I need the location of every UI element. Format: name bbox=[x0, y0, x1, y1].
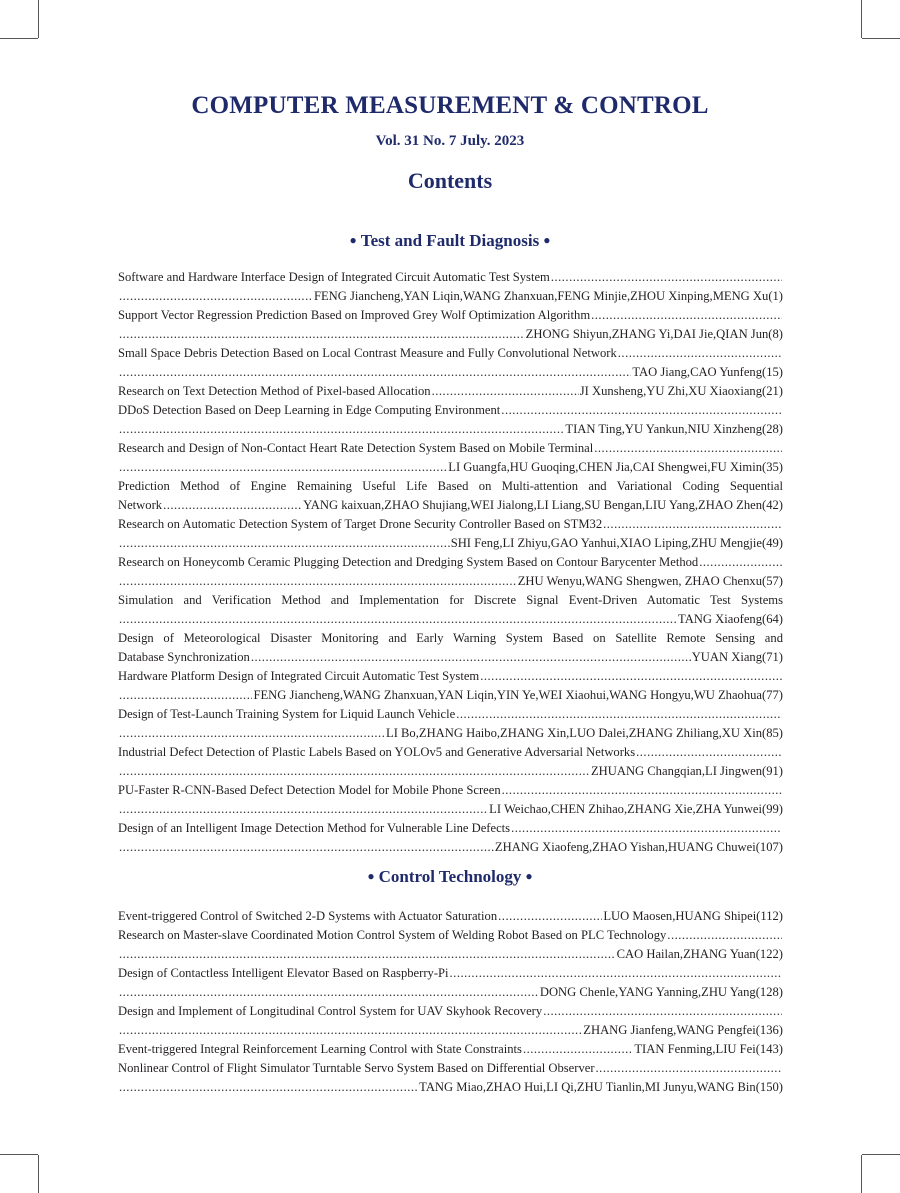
toc-entry-authors: ..... ZHUANG Changqian,LI Jingwen(91) bbox=[118, 762, 783, 781]
bullet-icon: ● bbox=[543, 233, 551, 247]
toc-entry-title: Industrial Defect Detection of Plastic Labels Based on YOLOv5 and Generative Adversarial Networks ..... bbox=[118, 743, 783, 762]
toc-entry-authors: ..... ZHONG Shiyun,ZHANG Yi,DAI Jie,QIAN Jun(8) bbox=[118, 325, 783, 344]
toc-entry-title: Research and Design of Non-Contact Heart Rate Detection System Based on Mobile Terminal ..... bbox=[118, 439, 783, 458]
toc-entry-authors: ..... LI Bo,ZHANG Haibo,ZHANG Xin,LUO Dalei,ZHANG Zhiliang,XU Xin(85) bbox=[118, 724, 783, 743]
crop-mark bbox=[0, 1154, 38, 1155]
toc-entry-authors: ..... LI Guangfa,HU Guoqing,CHEN Jia,CAI Shengwei,FU Ximin(35) bbox=[118, 458, 783, 477]
crop-mark bbox=[38, 0, 39, 38]
toc-entry-authors: Database Synchronization ..... YUAN Xiang(71) bbox=[118, 648, 783, 667]
crop-mark bbox=[862, 38, 900, 39]
toc-entry-authors: ..... DONG Chenle,YANG Yanning,ZHU Yang(128) bbox=[118, 983, 783, 1002]
section-heading-control bbox=[0, 867, 900, 887]
toc-entry-title: Research on Master-slave Coordinated Motion Control System of Welding Robot Based on PLC Technology ..... bbox=[118, 926, 783, 945]
bullet-icon: ● bbox=[367, 869, 375, 883]
issue-line: Vol. 31 No. 7 July. 2023 bbox=[375, 133, 525, 149]
toc-entry-title: Software and Hardware Interface Design of Integrated Circuit Automatic Test System ..... bbox=[118, 268, 783, 287]
toc-entry-title: Simulation and Verification Method and Implementation for Discrete Signal Event-Driven Automatic Test Systems bbox=[118, 593, 783, 607]
toc-entry-authors: ..... TAO Jiang,CAO Yunfeng(15) bbox=[118, 363, 783, 382]
toc-section-test-fault bbox=[118, 268, 783, 857]
toc-entry-authors: ..... CAO Hailan,ZHANG Yuan(122) bbox=[118, 945, 783, 964]
bullet-icon: ● bbox=[525, 869, 533, 883]
toc-entry-authors: ..... TIAN Ting,YU Yankun,NIU Xinzheng(28) bbox=[118, 420, 783, 439]
toc-entry-authors: ..... ZHANG Xiaofeng,ZHAO Yishan,HUANG Chuwei(107) bbox=[118, 838, 783, 857]
toc-entry-authors: ..... FENG Jiancheng,YAN Liqin,WANG Zhanxuan,FENG Minjie,ZHOU Xinping,MENG Xu(1) bbox=[118, 287, 783, 306]
toc-entry-authors: ..... LI Weichao,CHEN Zhihao,ZHANG Xie,ZHA Yunwei(99) bbox=[118, 800, 783, 819]
toc-entry-title: Support Vector Regression Prediction Based on Improved Grey Wolf Optimization Algorithm ..... bbox=[118, 306, 783, 325]
crop-mark bbox=[0, 38, 38, 39]
section-title: Control Technology bbox=[378, 867, 522, 886]
toc-entry: Research on Text Detection Method of Pixel-based Allocation ..... JI Xunsheng,YU Zhi,XU Xiaoxiang(21) bbox=[118, 382, 783, 401]
toc-entry-authors: ..... SHI Feng,LI Zhiyu,GAO Yanhui,XIAO Liping,ZHU Mengjie(49) bbox=[118, 534, 783, 553]
toc-entry-title: Design of Contactless Intelligent Elevator Based on Raspberry-Pi ..... bbox=[118, 964, 783, 983]
toc-entry-title: Hardware Platform Design of Integrated Circuit Automatic Test System ..... bbox=[118, 667, 783, 686]
toc-entry-authors: ..... TANG Xiaofeng(64) bbox=[118, 610, 783, 629]
toc-entry-authors: ..... ZHU Wenyu,WANG Shengwen, ZHAO Chenxu(57) bbox=[118, 572, 783, 591]
toc-entry-title: Design of Meteorological Disaster Monitoring and Early Warning System Based on Satellite Remote Sensing and bbox=[118, 631, 783, 645]
crop-mark bbox=[861, 1155, 862, 1193]
crop-mark bbox=[38, 1155, 39, 1193]
toc-entry-title: Design of Test-Launch Training System for Liquid Launch Vehicle ..... bbox=[118, 705, 783, 724]
toc-entry-title: Small Space Debris Detection Based on Local Contrast Measure and Fully Convolutional Network ..... bbox=[118, 344, 783, 363]
toc-entry-authors: ..... TANG Miao,ZHAO Hui,LI Qi,ZHU Tianlin,MI Junyu,WANG Bin(150) bbox=[118, 1078, 783, 1097]
toc-entry-title: Research on Automatic Detection System of Target Drone Security Controller Based on STM32 ..... bbox=[118, 515, 783, 534]
section-heading-test-fault bbox=[0, 231, 900, 251]
toc-entry-authors: ..... ZHANG Jianfeng,WANG Pengfei(136) bbox=[118, 1021, 783, 1040]
toc-entry-title: Design of an Intelligent Image Detection Method for Vulnerable Line Defects ..... bbox=[118, 819, 783, 838]
toc-entry-title: DDoS Detection Based on Deep Learning in Edge Computing Environment ..... bbox=[118, 401, 783, 420]
crop-mark bbox=[861, 0, 862, 38]
toc-entry-title: Nonlinear Control of Flight Simulator Turntable Servo System Based on Differential Observer ..... bbox=[118, 1059, 783, 1078]
bullet-icon: ● bbox=[349, 233, 357, 247]
toc-entry-title: Design and Implement of Longitudinal Control System for UAV Skyhook Recovery ..... bbox=[118, 1002, 783, 1021]
toc-section-control bbox=[118, 907, 783, 1097]
toc-entry: Event-triggered Integral Reinforcement Learning Control with State Constraints ..... TIAN Fenming,LIU Fei(143) bbox=[118, 1040, 783, 1059]
toc-entry-title: PU-Faster R-CNN-Based Defect Detection Model for Mobile Phone Screen ..... bbox=[118, 781, 783, 800]
contents-title: Contents bbox=[407, 168, 493, 193]
section-title: Test and Fault Diagnosis bbox=[360, 231, 540, 250]
toc-entry-title: Prediction Method of Engine Remaining Useful Life Based on Multi-attention and Variational Coding Sequential bbox=[118, 479, 783, 493]
journal-title: COMPUTER MEASUREMENT & CONTROL bbox=[191, 92, 709, 119]
toc-entry-authors: ..... FENG Jiancheng,WANG Zhanxuan,YAN Liqin,YIN Ye,WEI Xiaohui,WANG Hongyu,WU Zhaohua(77) bbox=[118, 686, 783, 705]
toc-entry-authors: Network ..... YANG kaixuan,ZHAO Shujiang,WEI Jialong,LI Liang,SU Bengan,LIU Yang,ZHAO Zhen(42) bbox=[118, 496, 783, 515]
crop-mark bbox=[862, 1154, 900, 1155]
toc-entry: Event-triggered Control of Switched 2-D Systems with Actuator Saturation ..... LUO Maosen,HUANG Shipei(112) bbox=[118, 907, 783, 926]
toc-entry-title: Research on Honeycomb Ceramic Plugging Detection and Dredging System Based on Contour Barycenter Method ..... bbox=[118, 553, 783, 572]
